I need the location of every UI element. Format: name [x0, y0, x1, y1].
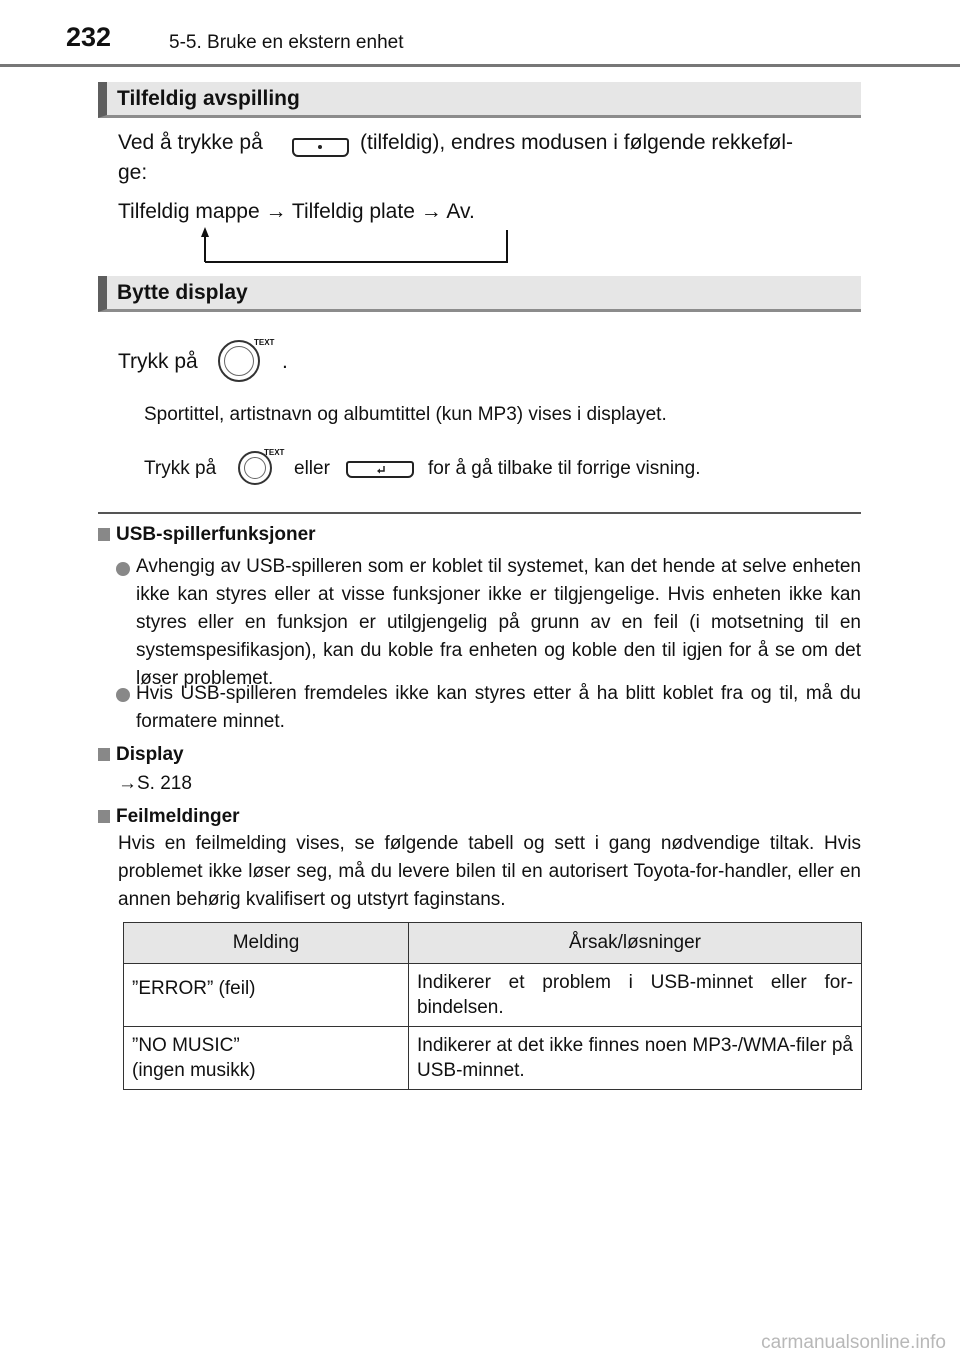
cause-cell: Indikerer at det ikke finnes noen MP3-/WMA-filer på USB-minnet. — [409, 1027, 862, 1090]
text-knob-label: TEXT — [264, 448, 285, 457]
table-header-row — [124, 923, 862, 964]
display-note2-middle: eller — [294, 458, 330, 479]
section-title: Bytte display — [117, 281, 248, 304]
random-line1-after: (tilfeldig), endres modusen i følgende rekkeføl- — [360, 131, 794, 154]
message-text: ”NO MUSIC” — [132, 1035, 240, 1056]
square-bullet-icon — [98, 528, 110, 541]
round-bullet-icon — [116, 562, 130, 576]
random-sequence: Tilfeldig mappe → Tilfeldig plate → Av. — [118, 200, 475, 223]
text-knob-label: TEXT — [254, 338, 275, 347]
usb-heading: USB-spillerfunksjoner — [116, 524, 316, 545]
error-message-table — [123, 922, 862, 1090]
column-header-cause: Årsak/løsninger — [409, 923, 862, 964]
square-bullet-icon — [98, 810, 110, 823]
errors-heading: Feilmeldinger — [116, 806, 240, 827]
watermark: carmanualsonline.info — [761, 1332, 946, 1353]
display-note2-before: Trykk på — [144, 458, 217, 479]
display-note1: Sportittel, artistnavn og albumtittel (kun MP3) vises i displayet. — [144, 404, 667, 425]
running-head: 5-5. Bruke en ekstern enhet — [169, 32, 404, 53]
table-row — [124, 964, 862, 1027]
errors-intro: Hvis en feilmelding vises, se følgende tabell og sett i gang nødvendige tiltak. Hvis problemet ikke løser seg, må du levere bilen til en autorisert Toyota-for-handler, eller en annen behørig kvalifisert og utstyrt faginstans. — [118, 833, 861, 910]
section-divider — [98, 512, 861, 514]
round-bullet-icon — [116, 688, 130, 702]
square-bullet-icon — [98, 748, 110, 761]
section-heading-display — [98, 276, 861, 312]
message-cell — [124, 1027, 409, 1090]
display-note2-after: for å gå tilbake til forrige visning. — [428, 458, 701, 479]
cause-cell: Indikerer et problem i USB-minnet eller for-bindelsen. — [409, 964, 862, 1027]
message-text: ”ERROR” (feil) — [132, 978, 256, 999]
random-line1-before: Ved å trykke på — [118, 131, 263, 154]
cycle-arrow-icon — [195, 226, 515, 266]
usb-bullet-2: Hvis USB-spilleren fremdeles ikke kan styres etter å ha blitt koblet fra og til, må du formatere minnet. — [136, 683, 861, 732]
display-press-after: . — [282, 350, 288, 373]
header-rule — [0, 64, 960, 67]
return-button-icon — [346, 461, 414, 478]
message-cell — [124, 964, 409, 1027]
usb-bullet-1: Avhengig av USB-spilleren som er koblet til systemet, kan det hende at selve enheten ikke kan styres eller at visse funksjoner ikke er tilgjengelige. Hvis enheten ikke kan styres eller en funksjon er utilgjengelig på grunn av en feil (i motsetning til en systemspesifikasjon), kan du koble fra enheten og koble den til igjen for å se om det løser problemet. — [136, 556, 861, 689]
page-number: 232 — [66, 22, 112, 52]
table-row — [124, 1027, 862, 1090]
section-title: Tilfeldig avspilling — [117, 87, 300, 110]
display-page-ref: →S. 218 — [118, 773, 192, 794]
section-heading-random — [98, 82, 861, 118]
random-line1-cont: ge: — [118, 161, 148, 184]
display-press-before: Trykk på — [118, 350, 198, 373]
random-button-icon — [292, 138, 349, 157]
display-heading: Display — [116, 744, 184, 765]
column-header-message: Melding — [124, 923, 409, 964]
message-text-2: (ingen musikk) — [132, 1060, 256, 1081]
